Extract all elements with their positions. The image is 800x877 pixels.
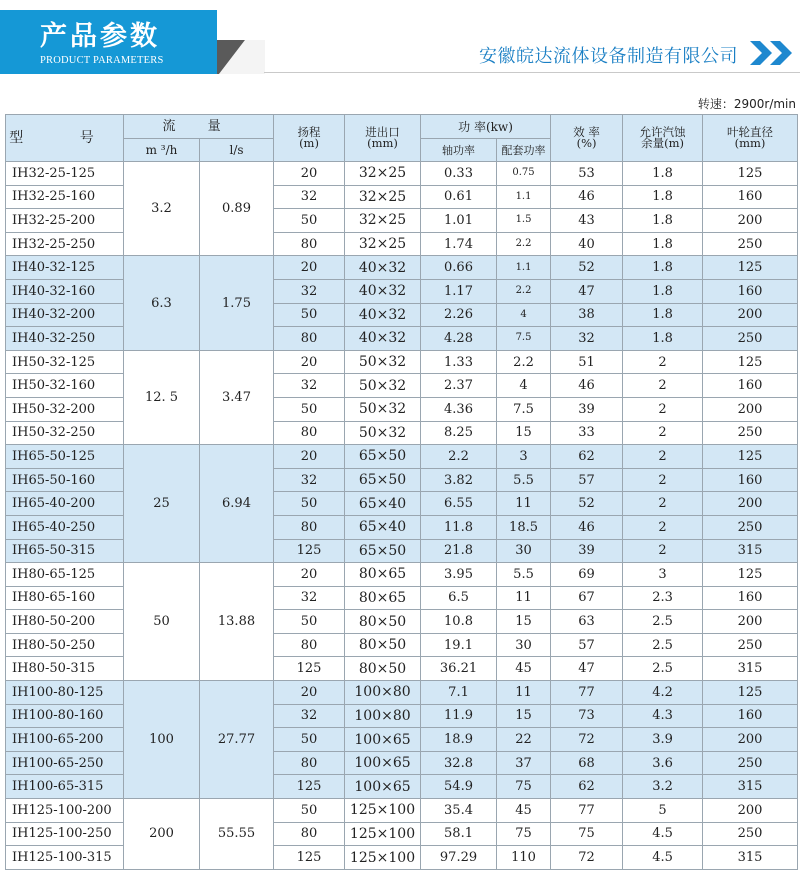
cell-impeller: 200 (703, 728, 798, 752)
cell-flow-ls: 3.47 (200, 350, 274, 444)
cell-head: 80 (274, 633, 345, 657)
cell-model: IH125-100-200 (6, 799, 124, 823)
col-header-model: 型 号 (6, 115, 124, 162)
cell-matched-power: 7.5 (497, 397, 551, 421)
cell-efficiency: 57 (551, 633, 623, 657)
cell-head: 50 (274, 209, 345, 233)
cell-head: 50 (274, 610, 345, 634)
company-name: 安徽皖达流体设备制造有限公司 (479, 46, 738, 67)
cell-flow-m3h: 50 (124, 563, 200, 681)
cell-npsh: 2 (623, 397, 703, 421)
col-header-flow: 流 量 (124, 115, 274, 139)
col-header-head-line1: 扬程 (297, 124, 321, 139)
col-header-power: 功 率(kw) (421, 115, 551, 139)
cell-impeller: 200 (703, 799, 798, 823)
cell-inlet: 125×100 (345, 799, 421, 823)
cell-efficiency: 40 (551, 232, 623, 256)
cell-head: 50 (274, 492, 345, 516)
cell-model: IH32-25-125 (6, 162, 124, 186)
cell-inlet: 80×50 (345, 657, 421, 681)
cell-model: IH100-80-160 (6, 704, 124, 728)
cell-npsh: 2 (623, 492, 703, 516)
cell-shaft-power: 21.8 (421, 539, 497, 563)
col-header-impeller-line1: 叶轮直径 (727, 124, 774, 139)
cell-matched-power: 37 (497, 751, 551, 775)
col-header-head-line2: (m) (299, 136, 319, 150)
cell-model: IH80-65-125 (6, 563, 124, 587)
cell-inlet: 100×65 (345, 728, 421, 752)
cell-model: IH40-32-160 (6, 279, 124, 303)
cell-model: IH32-25-200 (6, 209, 124, 233)
cell-matched-power: 1.5 (497, 209, 551, 233)
cell-model: IH80-65-160 (6, 586, 124, 610)
cell-matched-power: 75 (497, 822, 551, 846)
cell-flow-ls: 55.55 (200, 799, 274, 870)
cell-shaft-power: 58.1 (421, 822, 497, 846)
cell-inlet: 125×100 (345, 846, 421, 870)
cell-model: IH65-40-200 (6, 492, 124, 516)
cell-matched-power: 11 (497, 681, 551, 705)
cell-shaft-power: 6.55 (421, 492, 497, 516)
cell-matched-power: 15 (497, 704, 551, 728)
cell-npsh: 2 (623, 445, 703, 469)
cell-model: IH50-32-250 (6, 421, 124, 445)
cell-npsh: 1.8 (623, 327, 703, 351)
cell-npsh: 4.3 (623, 704, 703, 728)
cell-inlet: 100×65 (345, 775, 421, 799)
cell-npsh: 2.3 (623, 586, 703, 610)
cell-impeller: 200 (703, 209, 798, 233)
cell-matched-power: 22 (497, 728, 551, 752)
cell-model: IH65-50-315 (6, 539, 124, 563)
cell-npsh: 3.2 (623, 775, 703, 799)
col-header-npsh-line1: 允许汽蚀 (639, 124, 686, 139)
col-header-inlet-line2: (mm) (367, 136, 398, 150)
cell-impeller: 250 (703, 751, 798, 775)
cell-efficiency: 52 (551, 256, 623, 280)
cell-head: 80 (274, 327, 345, 351)
col-header-shaft-power: 轴功率 (421, 139, 497, 162)
cell-shaft-power: 35.4 (421, 799, 497, 823)
cell-efficiency: 39 (551, 397, 623, 421)
cell-impeller: 125 (703, 350, 798, 374)
cell-matched-power: 18.5 (497, 515, 551, 539)
cell-efficiency: 51 (551, 350, 623, 374)
cell-model: IH40-32-200 (6, 303, 124, 327)
cell-matched-power: 5.5 (497, 563, 551, 587)
cell-flow-ls: 6.94 (200, 445, 274, 563)
cell-flow-ls: 0.89 (200, 162, 274, 256)
cell-head: 32 (274, 279, 345, 303)
header-divider (264, 72, 800, 73)
cell-head: 125 (274, 539, 345, 563)
cell-npsh: 3 (623, 563, 703, 587)
cell-npsh: 2 (623, 539, 703, 563)
table-row (6, 681, 798, 705)
cell-impeller: 200 (703, 492, 798, 516)
col-header-efficiency-line1: 效 率 (573, 124, 600, 139)
cell-inlet: 40×32 (345, 256, 421, 280)
cell-model: IH32-25-250 (6, 232, 124, 256)
cell-matched-power: 45 (497, 657, 551, 681)
cell-efficiency: 43 (551, 209, 623, 233)
cell-efficiency: 33 (551, 421, 623, 445)
cell-impeller: 200 (703, 397, 798, 421)
col-header-flow-m3h: m ³/h (124, 139, 200, 162)
cell-shaft-power: 3.82 (421, 468, 497, 492)
cell-matched-power: 1.1 (497, 185, 551, 209)
cell-impeller: 160 (703, 279, 798, 303)
cell-npsh: 2 (623, 374, 703, 398)
cell-efficiency: 77 (551, 799, 623, 823)
cell-inlet: 40×32 (345, 303, 421, 327)
cell-matched-power: 4 (497, 374, 551, 398)
cell-impeller: 125 (703, 563, 798, 587)
col-header-efficiency (551, 115, 623, 162)
cell-efficiency: 53 (551, 162, 623, 186)
cell-inlet: 80×65 (345, 563, 421, 587)
cell-shaft-power: 7.1 (421, 681, 497, 705)
cell-head: 32 (274, 586, 345, 610)
cell-shaft-power: 4.36 (421, 397, 497, 421)
cell-impeller: 315 (703, 539, 798, 563)
cell-impeller: 125 (703, 681, 798, 705)
cell-impeller: 250 (703, 232, 798, 256)
cell-model: IH50-32-125 (6, 350, 124, 374)
cell-shaft-power: 2.37 (421, 374, 497, 398)
cell-shaft-power: 54.9 (421, 775, 497, 799)
cell-efficiency: 52 (551, 492, 623, 516)
cell-npsh: 2.5 (623, 633, 703, 657)
cell-impeller: 315 (703, 775, 798, 799)
cell-model: IH40-32-250 (6, 327, 124, 351)
banner-slant-decoration (205, 10, 265, 74)
cell-inlet: 40×32 (345, 327, 421, 351)
cell-efficiency: 63 (551, 610, 623, 634)
cell-head: 125 (274, 775, 345, 799)
cell-model: IH65-40-250 (6, 515, 124, 539)
cell-shaft-power: 19.1 (421, 633, 497, 657)
cell-shaft-power: 11.9 (421, 704, 497, 728)
cell-inlet: 32×25 (345, 209, 421, 233)
cell-impeller: 315 (703, 846, 798, 870)
cell-flow-ls: 13.88 (200, 563, 274, 681)
cell-shaft-power: 1.33 (421, 350, 497, 374)
cell-inlet: 32×25 (345, 162, 421, 186)
cell-npsh: 5 (623, 799, 703, 823)
cell-efficiency: 46 (551, 374, 623, 398)
cell-npsh: 1.8 (623, 209, 703, 233)
cell-model: IH40-32-125 (6, 256, 124, 280)
speed-label: 转速：2900r/min (697, 97, 796, 111)
cell-efficiency: 72 (551, 728, 623, 752)
cell-shaft-power: 32.8 (421, 751, 497, 775)
cell-matched-power: 11 (497, 586, 551, 610)
table-row (6, 445, 798, 469)
cell-inlet: 100×80 (345, 704, 421, 728)
cell-inlet: 80×65 (345, 586, 421, 610)
double-chevron-right-icon (748, 40, 796, 66)
cell-flow-m3h: 200 (124, 799, 200, 870)
cell-head: 125 (274, 657, 345, 681)
cell-inlet: 32×25 (345, 185, 421, 209)
cell-shaft-power: 6.5 (421, 586, 497, 610)
cell-matched-power: 30 (497, 539, 551, 563)
cell-model: IH32-25-160 (6, 185, 124, 209)
cell-inlet: 65×50 (345, 468, 421, 492)
cell-inlet: 80×50 (345, 633, 421, 657)
cell-impeller: 250 (703, 327, 798, 351)
cell-efficiency: 62 (551, 445, 623, 469)
cell-inlet: 65×40 (345, 515, 421, 539)
cell-npsh: 1.8 (623, 162, 703, 186)
cell-head: 32 (274, 704, 345, 728)
cell-flow-m3h: 25 (124, 445, 200, 563)
cell-matched-power: 7.5 (497, 327, 551, 351)
cell-flow-m3h: 3.2 (124, 162, 200, 256)
cell-shaft-power: 97.29 (421, 846, 497, 870)
cell-matched-power: 2.2 (497, 232, 551, 256)
cell-head: 20 (274, 162, 345, 186)
table-row (6, 350, 798, 374)
cell-flow-ls: 27.77 (200, 681, 274, 799)
col-header-flow-ls: l/s (200, 139, 274, 162)
cell-shaft-power: 10.8 (421, 610, 497, 634)
cell-efficiency: 46 (551, 515, 623, 539)
cell-matched-power: 11 (497, 492, 551, 516)
cell-inlet: 50×32 (345, 397, 421, 421)
cell-matched-power: 15 (497, 421, 551, 445)
cell-impeller: 125 (703, 445, 798, 469)
cell-npsh: 1.8 (623, 303, 703, 327)
cell-npsh: 1.8 (623, 279, 703, 303)
cell-npsh: 1.8 (623, 185, 703, 209)
cell-npsh: 2 (623, 468, 703, 492)
cell-head: 50 (274, 303, 345, 327)
cell-inlet: 50×32 (345, 374, 421, 398)
cell-matched-power: 110 (497, 846, 551, 870)
cell-efficiency: 69 (551, 563, 623, 587)
cell-model: IH65-50-160 (6, 468, 124, 492)
cell-impeller: 160 (703, 704, 798, 728)
cell-matched-power: 45 (497, 799, 551, 823)
col-header-matched-power: 配套功率 (497, 139, 551, 162)
cell-matched-power: 4 (497, 303, 551, 327)
cell-npsh: 4.2 (623, 681, 703, 705)
table-row (6, 256, 798, 280)
cell-matched-power: 75 (497, 775, 551, 799)
cell-inlet: 40×32 (345, 279, 421, 303)
col-header-head (274, 115, 345, 162)
cell-shaft-power: 8.25 (421, 421, 497, 445)
cell-flow-m3h: 100 (124, 681, 200, 799)
cell-efficiency: 68 (551, 751, 623, 775)
cell-shaft-power: 2.26 (421, 303, 497, 327)
table-row (6, 799, 798, 823)
cell-shaft-power: 0.66 (421, 256, 497, 280)
cell-head: 20 (274, 350, 345, 374)
cell-efficiency: 32 (551, 327, 623, 351)
table-body (6, 162, 798, 870)
cell-npsh: 2 (623, 421, 703, 445)
cell-matched-power: 1.1 (497, 256, 551, 280)
cell-flow-m3h: 6.3 (124, 256, 200, 350)
cell-model: IH80-50-200 (6, 610, 124, 634)
cell-head: 20 (274, 681, 345, 705)
cell-shaft-power: 18.9 (421, 728, 497, 752)
cell-head: 20 (274, 563, 345, 587)
cell-impeller: 125 (703, 256, 798, 280)
cell-model: IH125-100-250 (6, 822, 124, 846)
table-row (6, 563, 798, 587)
col-header-npsh-line2: 余量(m) (641, 136, 684, 150)
cell-shaft-power: 3.95 (421, 563, 497, 587)
cell-inlet: 100×80 (345, 681, 421, 705)
cell-head: 80 (274, 232, 345, 256)
cell-inlet: 50×32 (345, 350, 421, 374)
col-header-npsh (623, 115, 703, 162)
cell-matched-power: 15 (497, 610, 551, 634)
cell-inlet: 32×25 (345, 232, 421, 256)
cell-impeller: 160 (703, 586, 798, 610)
cell-shaft-power: 2.2 (421, 445, 497, 469)
cell-head: 50 (274, 728, 345, 752)
col-header-impeller (703, 115, 798, 162)
cell-inlet: 65×50 (345, 445, 421, 469)
cell-inlet: 125×100 (345, 822, 421, 846)
cell-inlet: 100×65 (345, 751, 421, 775)
cell-efficiency: 67 (551, 586, 623, 610)
cell-impeller: 160 (703, 374, 798, 398)
cell-head: 20 (274, 445, 345, 469)
cell-efficiency: 77 (551, 681, 623, 705)
cell-shaft-power: 11.8 (421, 515, 497, 539)
cell-head: 80 (274, 751, 345, 775)
cell-model: IH100-65-200 (6, 728, 124, 752)
cell-efficiency: 46 (551, 185, 623, 209)
cell-head: 80 (274, 822, 345, 846)
cell-impeller: 125 (703, 162, 798, 186)
col-header-impeller-line2: (mm) (734, 136, 766, 150)
cell-head: 32 (274, 374, 345, 398)
cell-flow-ls: 1.75 (200, 256, 274, 350)
cell-npsh: 1.8 (623, 232, 703, 256)
cell-npsh: 3.9 (623, 728, 703, 752)
cell-efficiency: 72 (551, 846, 623, 870)
col-header-efficiency-line2: (%) (576, 136, 597, 150)
cell-npsh: 1.8 (623, 256, 703, 280)
cell-head: 50 (274, 799, 345, 823)
cell-impeller: 250 (703, 515, 798, 539)
cell-npsh: 4.5 (623, 846, 703, 870)
cell-matched-power: 0.75 (497, 162, 551, 186)
cell-model: IH50-32-200 (6, 397, 124, 421)
cell-matched-power: 30 (497, 633, 551, 657)
col-header-inlet-line1: 进出口 (365, 124, 400, 139)
cell-efficiency: 75 (551, 822, 623, 846)
cell-head: 32 (274, 468, 345, 492)
cell-npsh: 2.5 (623, 610, 703, 634)
cell-impeller: 200 (703, 303, 798, 327)
cell-matched-power: 5.5 (497, 468, 551, 492)
cell-impeller: 250 (703, 421, 798, 445)
cell-efficiency: 73 (551, 704, 623, 728)
cell-npsh: 3.6 (623, 751, 703, 775)
cell-shaft-power: 0.33 (421, 162, 497, 186)
parameters-table (5, 114, 798, 870)
cell-model: IH65-50-125 (6, 445, 124, 469)
cell-inlet: 50×32 (345, 421, 421, 445)
cell-shaft-power: 0.61 (421, 185, 497, 209)
cell-impeller: 200 (703, 610, 798, 634)
col-header-inlet (345, 115, 421, 162)
cell-impeller: 315 (703, 657, 798, 681)
cell-inlet: 65×40 (345, 492, 421, 516)
cell-head: 32 (274, 185, 345, 209)
cell-shaft-power: 1.17 (421, 279, 497, 303)
cell-matched-power: 2.2 (497, 279, 551, 303)
cell-shaft-power: 1.74 (421, 232, 497, 256)
cell-impeller: 160 (703, 185, 798, 209)
table-row (6, 162, 798, 186)
page-subtitle: PRODUCT PARAMETERS (40, 55, 164, 66)
cell-efficiency: 39 (551, 539, 623, 563)
cell-impeller: 250 (703, 822, 798, 846)
cell-inlet: 80×50 (345, 610, 421, 634)
cell-model: IH100-65-315 (6, 775, 124, 799)
cell-head: 125 (274, 846, 345, 870)
cell-efficiency: 47 (551, 279, 623, 303)
cell-shaft-power: 4.28 (421, 327, 497, 351)
cell-model: IH100-65-250 (6, 751, 124, 775)
cell-head: 80 (274, 515, 345, 539)
cell-npsh: 4.5 (623, 822, 703, 846)
cell-impeller: 250 (703, 633, 798, 657)
cell-model: IH100-80-125 (6, 681, 124, 705)
cell-model: IH125-100-315 (6, 846, 124, 870)
cell-efficiency: 47 (551, 657, 623, 681)
cell-npsh: 2 (623, 515, 703, 539)
cell-impeller: 160 (703, 468, 798, 492)
cell-npsh: 2 (623, 350, 703, 374)
cell-efficiency: 62 (551, 775, 623, 799)
cell-model: IH80-50-250 (6, 633, 124, 657)
cell-efficiency: 38 (551, 303, 623, 327)
page-title: 产品参数 (40, 21, 160, 52)
cell-flow-m3h: 12. 5 (124, 350, 200, 444)
cell-npsh: 2.5 (623, 657, 703, 681)
cell-shaft-power: 1.01 (421, 209, 497, 233)
cell-efficiency: 57 (551, 468, 623, 492)
cell-shaft-power: 36.21 (421, 657, 497, 681)
cell-head: 50 (274, 397, 345, 421)
cell-head: 80 (274, 421, 345, 445)
cell-head: 20 (274, 256, 345, 280)
cell-inlet: 65×50 (345, 539, 421, 563)
cell-model: IH80-50-315 (6, 657, 124, 681)
cell-matched-power: 3 (497, 445, 551, 469)
cell-matched-power: 2.2 (497, 350, 551, 374)
cell-model: IH50-32-160 (6, 374, 124, 398)
